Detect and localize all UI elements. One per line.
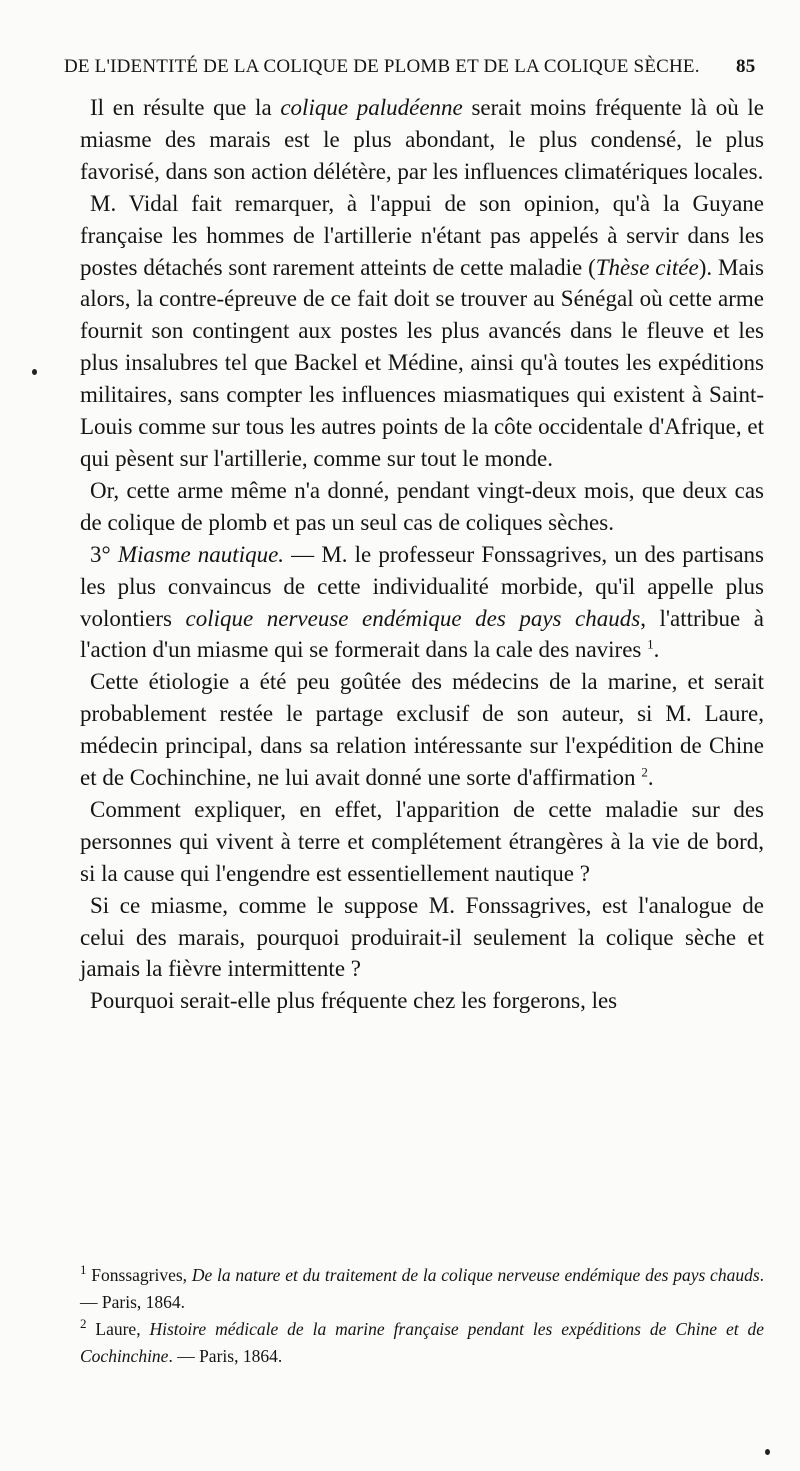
text-run: serait moins fréquente là où le miasme des marais est le plus abondant, le plus condensé, le plus favorisé, dans son action délétère, par les influences climatériques locales. [80,95,764,184]
text-run: 3° [90,541,118,567]
stray-ink-mark [765,1449,770,1455]
italic-text: Thèse citée [595,254,699,280]
paragraph [80,890,764,986]
italic-text: Miasme nautique. [117,541,285,567]
footnote-ref: 2 [80,1316,87,1332]
italic-text: Histoire médicale de la marine française pendant les expéditions de Chine et de Cochinchine [80,1319,764,1366]
footnote-ref: 1 [647,636,654,652]
page-number: 85 [736,56,756,77]
footnote-ref: 2 [641,764,648,780]
text-run: . — Paris, 1864. [80,1265,765,1312]
paragraph [80,475,764,539]
paragraph [80,539,764,667]
text-run: Il en résulte que la [90,95,281,120]
page-header [0,52,800,84]
text-run: . [653,637,660,663]
text-run: Cette étiologie a été peu goûtée des médecins de la marine, et serait probablement restée le partage exclusif de son auteur, si M. Laure, médecin principal, dans sa relation intéressante sur l'expédition de Chine et de Cochinchine, ne lui avait donné une sorte d'affirmation [80,669,764,791]
text-run: Pourquoi serait-elle plus fréquente chez les forgerons, les [90,988,618,1014]
italic-text: colique paludéenne [280,95,463,120]
paragraph [80,985,764,1017]
text-run: — M. le professeur Fonssagrives, un des partisans les plus convaincus de cette individualité morbide, qu'il appelle plus volontiers [80,541,765,631]
paragraph [80,666,764,794]
text-run: ). Mais alors, la contre-épreuve de ce fait doit se trouver au Sénégal où cette arme fournit son contingent aux postes les plus avancés dans le fleuve et les plus insalubres tel que Backel et Médine, ainsi qu'à toutes les expéditions militaires, sans compter les influences miasmatiques qui existent à Saint-Louis comme sur tous les autres points de la côte occidentale d'Afrique, et qui pèsent sur l'artillerie, comme sur tout le monde. [80,254,764,471]
stray-ink-mark [32,369,37,375]
footnote-separator [80,1248,764,1252]
footnote-ref: 1 [80,1262,87,1278]
text-run: Fonssagrives, [86,1265,192,1285]
text-run: Laure, [86,1319,150,1339]
italic-text: De la nature et du traitement de la colique nerveuse endémique des pays chauds [191,1265,760,1285]
running-title: DE L'IDENTITÉ DE LA COLIQUE DE PLOMB ET DE LA COLIQUE SÈCHE. [64,56,700,77]
text-run: . [647,765,654,791]
text-run: Si ce miasme, comme le suppose M. Fonssagrives, est l'analogue de celui des marais, pourquoi produirait-il seulement la colique sèche et jamais la fièvre intermittente ? [80,892,764,982]
text-run: M. Vidal fait remarquer, à l'appui de son opinion, qu'à la Guyane française les hommes de l'artillerie n'étant pas appelés à servir dans les postes détachés sont rarement atteints de cette maladie ( [80,190,764,280]
body-text [80,92,764,1017]
footnote [80,1316,764,1370]
text-run: Or, cette arme même n'a donné, pendant vingt-deux mois, que deux cas de colique de plomb et pas un seul cas de coliques sèches. [80,477,764,535]
italic-text: colique nerveuse endémique des pays chauds [185,605,641,631]
footnotes [80,1262,764,1370]
text-run: Comment expliquer, en effet, l'apparition de cette maladie sur des personnes qui vivent à terre et complétement étrangères à la vie de bord, si la cause qui l'engendre est essentiellement nautique ? [80,796,764,886]
paragraph [80,794,764,890]
paragraph [80,188,764,475]
text-run: . — Paris, 1864. [168,1346,283,1366]
text-run: , l'attribue à l'action d'un miasme qui se formerait dans la cale des navires [80,605,764,663]
paragraph [80,92,764,188]
footnote [80,1262,764,1316]
